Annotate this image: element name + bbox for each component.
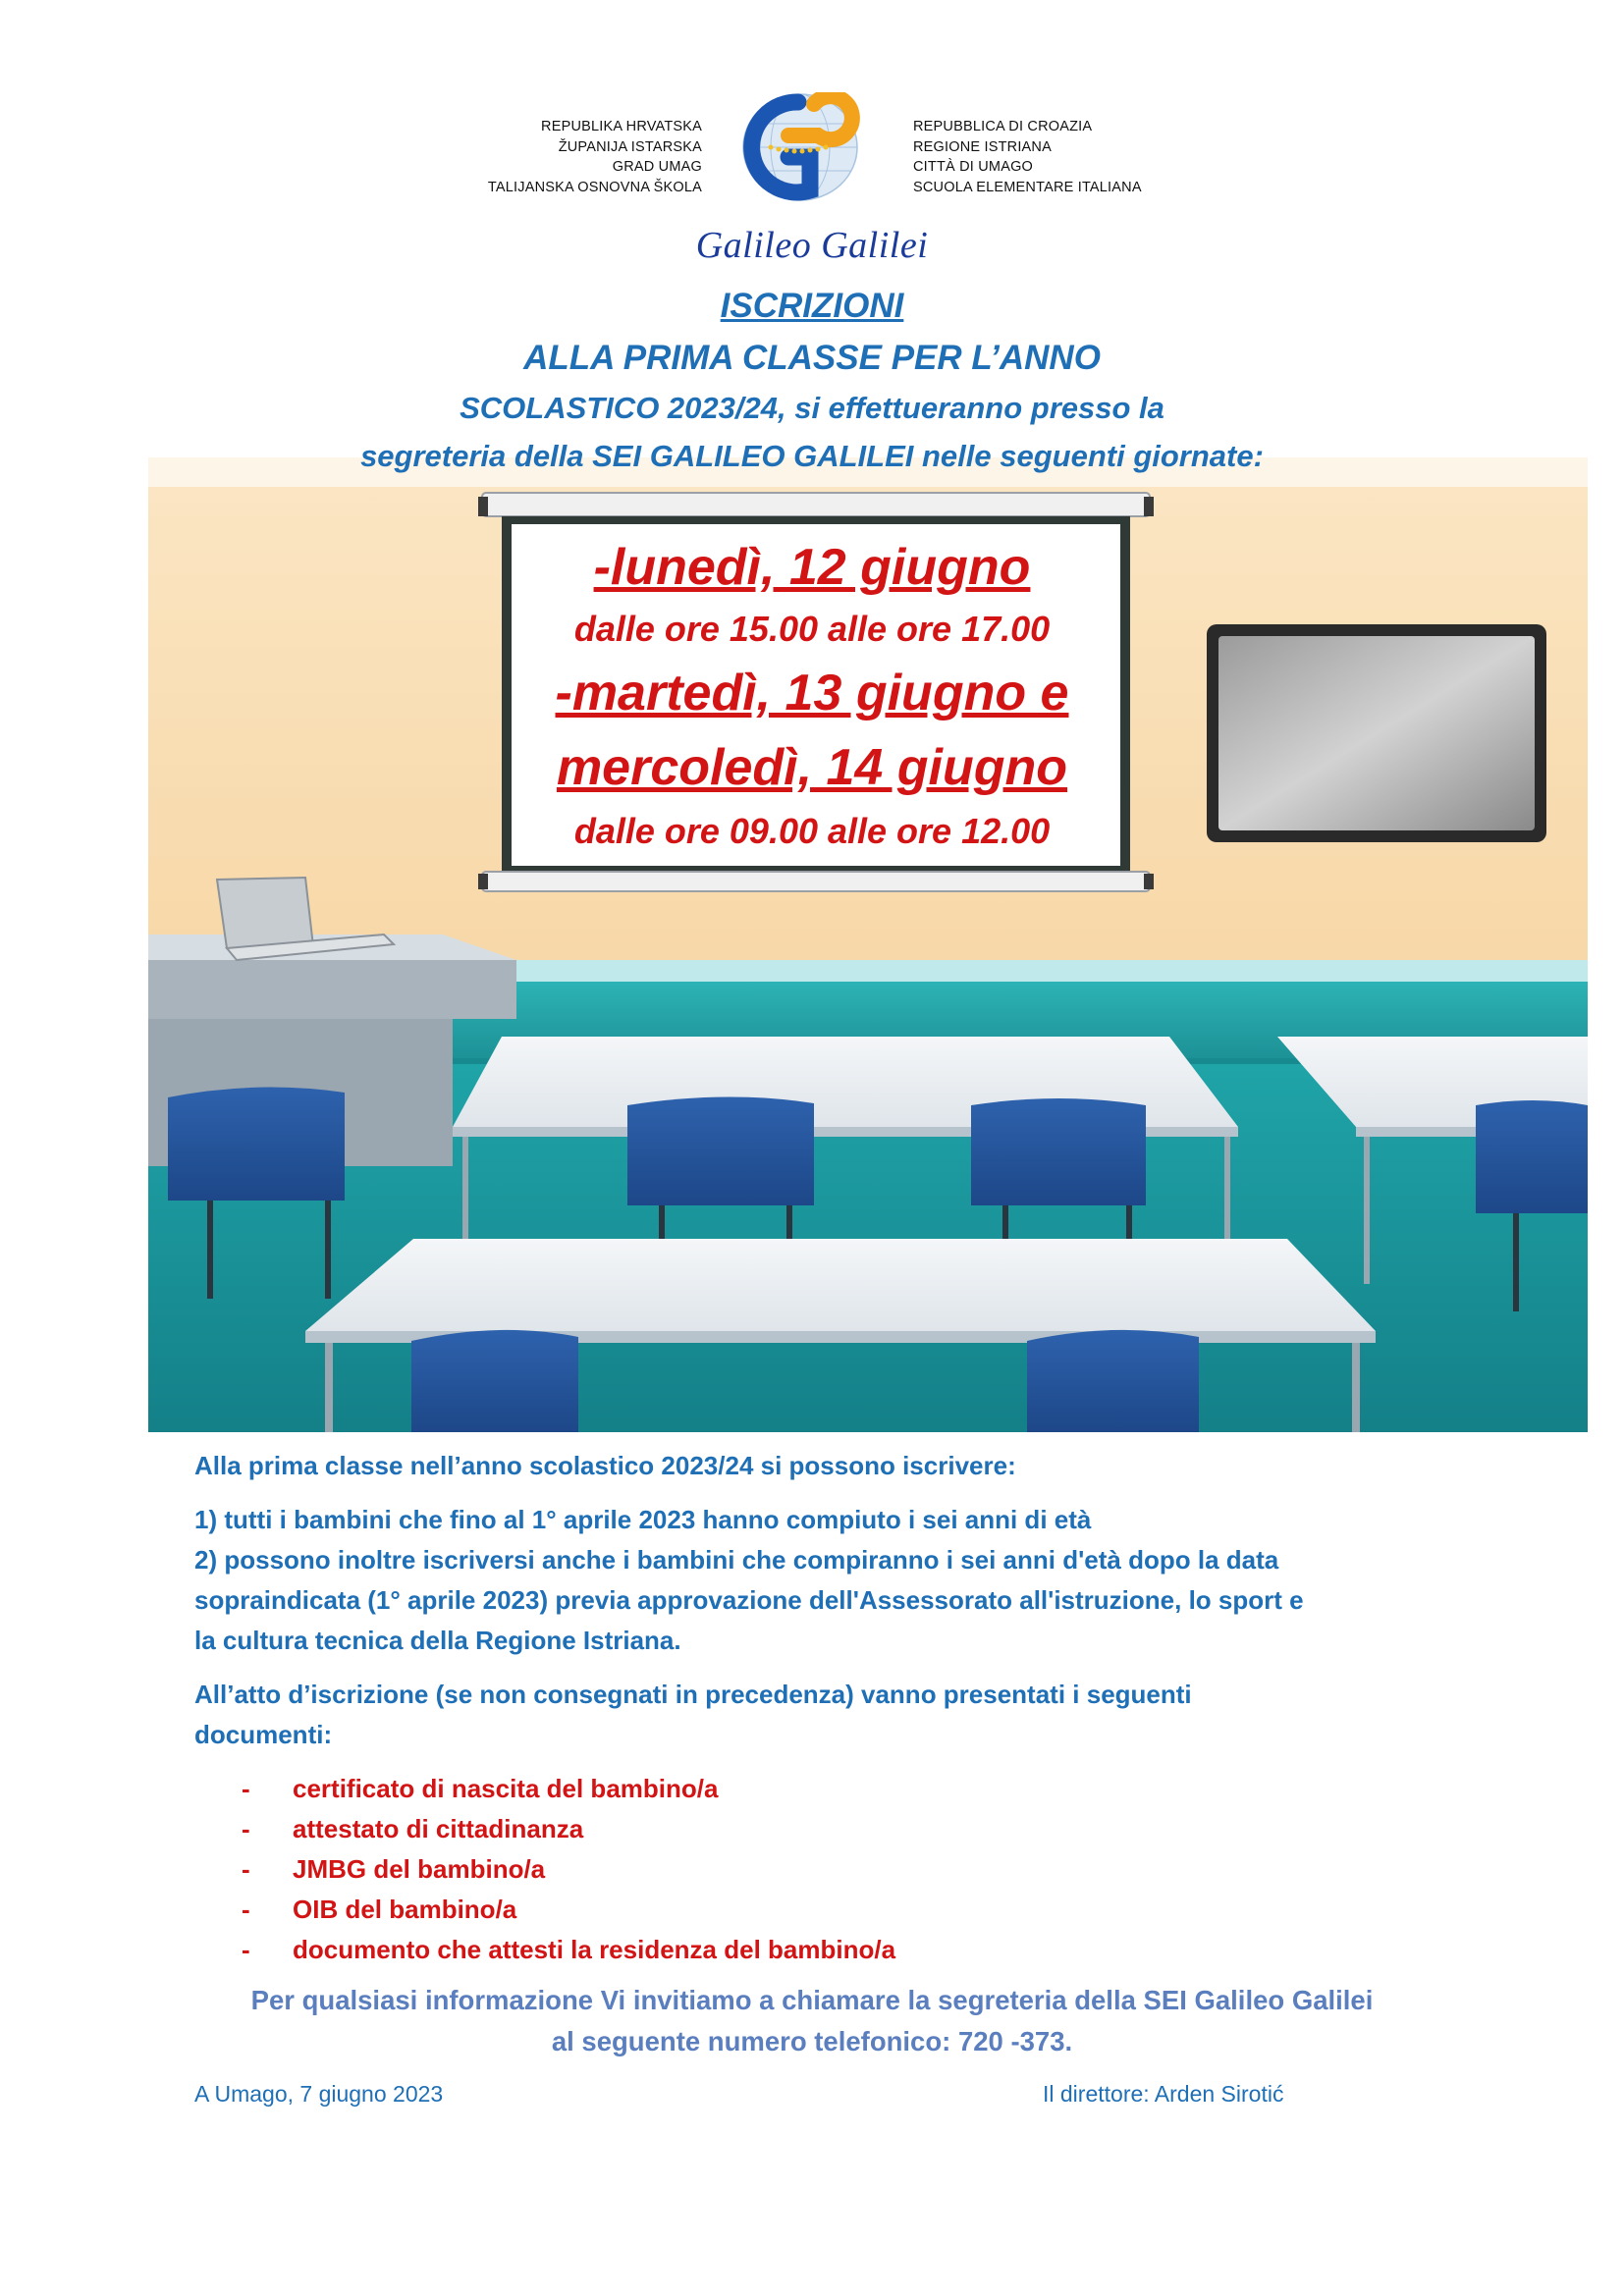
list-item: [242, 1849, 895, 1890]
list-dash: -: [242, 1895, 250, 1924]
documents-intro: [194, 1675, 1443, 1755]
school-name: Galileo Galilei: [695, 225, 929, 266]
header-right-line: SCUOLA ELEMENTARE ITALIANA: [913, 179, 1142, 195]
list-item: [242, 1930, 895, 1970]
header-left-line: TALIJANSKA OSNOVNA ŠKOLA: [487, 179, 702, 195]
board-day-monday: -lunedì, 12 giugno: [593, 539, 1031, 596]
documents-intro-line-2: documenti:: [194, 1720, 333, 1749]
board-hours-tue-wed: dalle ore 09.00 alle ore 12.00: [573, 811, 1051, 851]
school-logo-icon: [720, 92, 881, 202]
eligibility-points: [194, 1500, 1443, 1661]
eligibility-point-2c: la cultura tecnica della Regione Istriana.: [194, 1626, 681, 1655]
documents-list: [242, 1769, 895, 1970]
header-right-line: REPUBBLICA DI CROAZIA: [913, 119, 1093, 134]
header-right-line: REGIONE ISTRIANA: [913, 138, 1052, 155]
list-item: [242, 1809, 895, 1849]
header-right-block: [913, 117, 1227, 197]
contact-info: [196, 1980, 1428, 2062]
title-line-4: segreteria della SEI GALILEO GALILEI nelle seguenti giornate:: [360, 439, 1264, 473]
header-left-line: GRAD UMAG: [612, 159, 702, 175]
document-name: JMBG del bambino/a: [293, 1854, 546, 1884]
list-dash: -: [242, 1854, 250, 1884]
board-day-wednesday: mercoledì, 14 giugno: [556, 739, 1068, 796]
header-left-line: ŽUPANIJA ISTARSKA: [558, 138, 702, 155]
list-item: [242, 1890, 895, 1930]
document-name: certificato di nascita del bambino/a: [293, 1774, 719, 1803]
board-hours-monday: dalle ore 15.00 alle ore 17.00: [573, 609, 1051, 649]
list-dash: -: [242, 1935, 250, 1964]
eligibility-point-2b: sopraindicata (1° aprile 2023) previa approvazione dell'Assessorato all'istruzione, lo sport e: [194, 1585, 1304, 1615]
contact-line-2: al seguente numero telefonico: 720 -373.: [551, 2026, 1073, 2056]
enrollment-intro: Alla prima classe nell’anno scolastico 2023/24 si possono iscrivere:: [194, 1451, 1016, 1480]
header-left-block: [407, 117, 702, 197]
document-name: attestato di cittadinanza: [293, 1814, 584, 1843]
board-day-tuesday: -martedì, 13 giugno e: [555, 665, 1069, 721]
eligibility-point-2a: 2) possono inoltre iscriversi anche i bambini che compiranno i sei anni d'età dopo la data: [194, 1545, 1279, 1575]
contact-line-1: Per qualsiasi informazione Vi invitiamo a chiamare la segreteria della SEI Galileo Galilei: [250, 1985, 1374, 2015]
document-name: documento che attesti la residenza del bambino/a: [293, 1935, 896, 1964]
classroom-illustration: [148, 457, 1588, 1432]
list-dash: -: [242, 1774, 250, 1803]
title-line-2: ALLA PRIMA CLASSE PER L’ANNO: [523, 339, 1101, 377]
place-date: A Umago, 7 giugno 2023: [194, 2081, 444, 2107]
header-left-line: REPUBLIKA HRVATSKA: [541, 119, 702, 134]
list-item: [242, 1769, 895, 1809]
list-dash: -: [242, 1814, 250, 1843]
title-line-3: SCOLASTICO 2023/24, si effettueranno presso la: [460, 391, 1164, 425]
director-signature: Il direttore: Arden Sirotić: [1043, 2081, 1284, 2107]
document-name: OIB del bambino/a: [293, 1895, 517, 1924]
documents-intro-line-1: All’atto d’iscrizione (se non consegnati in precedenza) vanno presentati i seguenti: [194, 1680, 1192, 1709]
header-right-line: CITTÀ DI UMAGO: [913, 159, 1034, 175]
title-iscrizioni: ISCRIZIONI: [720, 287, 904, 325]
eligibility-point-1: 1) tutti i bambini che fino al 1° aprile 2023 hanno compiuto i sei anni di età: [194, 1505, 1092, 1534]
